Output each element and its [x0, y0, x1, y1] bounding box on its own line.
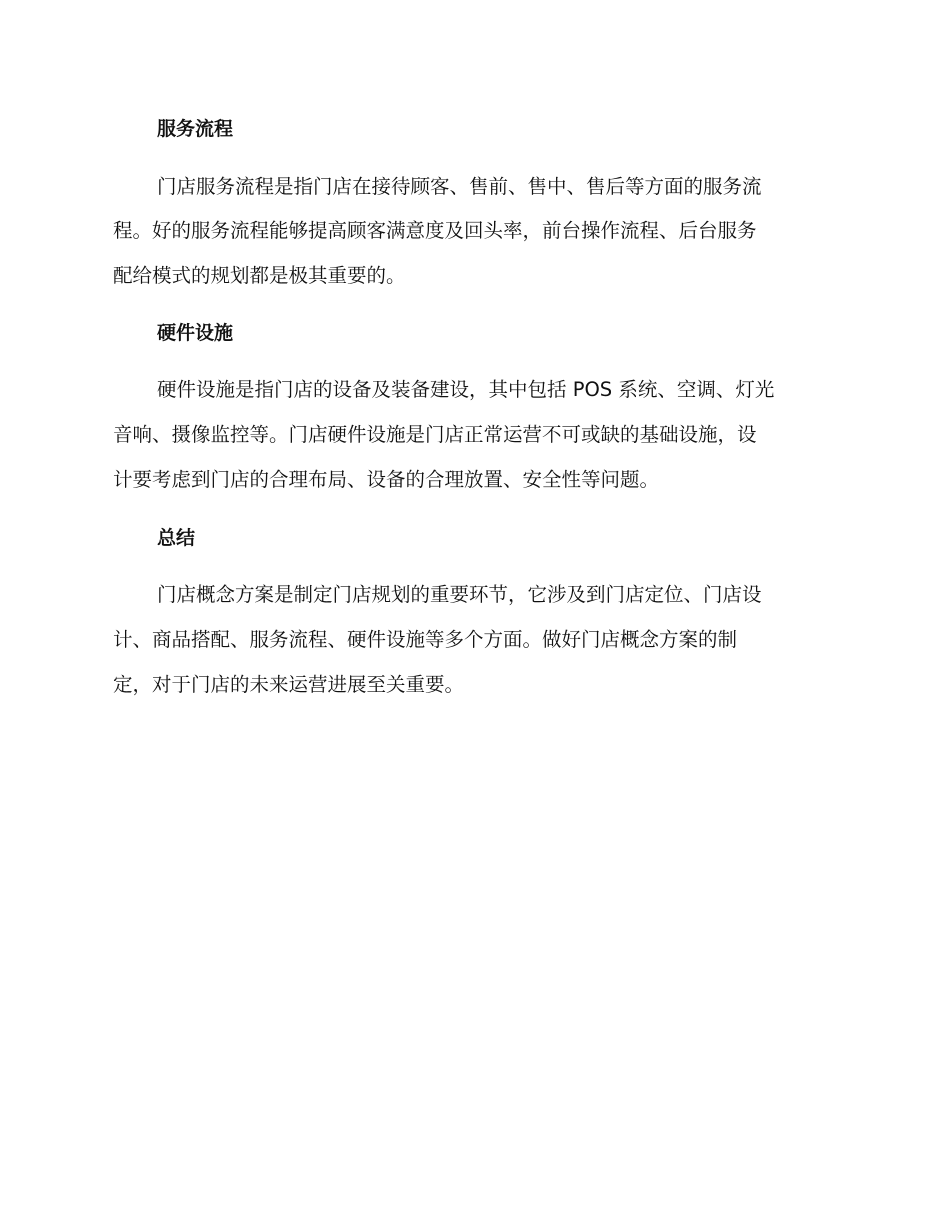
section-heading-service-process: 服务流程 — [157, 118, 234, 140]
paragraph-line: 配给模式的规划都是极其重要的。 — [113, 264, 406, 287]
paragraph-line: 程。好的服务流程能够提高顾客满意度及回头率，前台操作流程、后台服务 — [113, 219, 757, 242]
paragraph-line: 门店服务流程是指门店在接待顾客、售前、售中、售后等方面的服务流 — [157, 175, 762, 198]
paragraph-line: 计要考虑到门店的合理布局、设备的合理放置、安全性等问题。 — [113, 468, 660, 491]
section-heading-summary: 总结 — [157, 527, 196, 549]
paragraph-line: 门店概念方案是制定门店规划的重要环节，它涉及到门店定位、门店设 — [157, 583, 762, 606]
paragraph-line: 音响、摄像监控等。门店硬件设施是门店正常运营不可或缺的基础设施，设 — [113, 423, 757, 446]
section-heading-hardware: 硬件设施 — [157, 322, 234, 344]
paragraph-line: 计、商品搭配、服务流程、硬件设施等多个方面。做好门店概念方案的制 — [113, 628, 738, 651]
paragraph-line: 定，对于门店的未来运营进展至关重要。 — [113, 673, 465, 696]
paragraph-line: 硬件设施是指门店的设备及装备建设，其中包括 POS 系统、空调、灯光 — [157, 378, 775, 401]
